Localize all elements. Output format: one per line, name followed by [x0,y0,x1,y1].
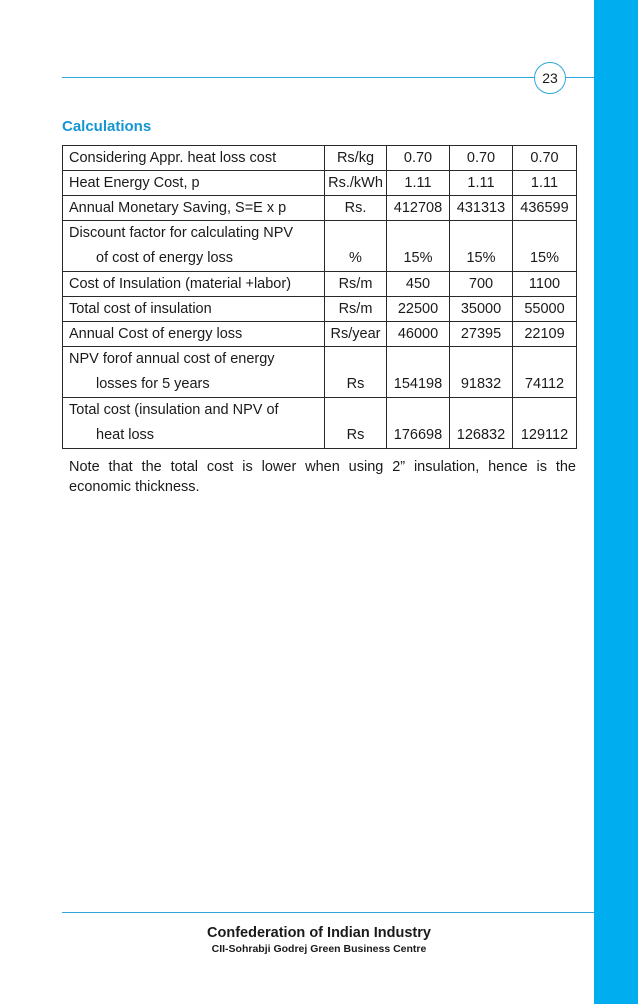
row-description: Total cost of insulation [63,297,325,322]
row-unit: Rs/year [325,322,387,347]
row-description-line: of cost of energy loss [96,250,234,266]
row-value: 129112 [513,398,577,449]
row-description [63,398,325,449]
row-value: 27395 [450,322,513,347]
side-accent-bar [594,0,638,1004]
row-value: 700 [450,272,513,297]
row-value: 22109 [513,322,577,347]
row-description [63,347,325,398]
footer-title: Confederation of Indian Industry [207,925,431,941]
row-unit: Rs. [325,196,387,221]
row-value: 15% [513,221,577,272]
page-number-badge: 23 [534,62,566,94]
row-unit: Rs./kWh [325,171,387,196]
row-unit: Rs [325,347,387,398]
row-value: 436599 [513,196,577,221]
table-row [63,196,577,221]
row-description: Annual Cost of energy loss [63,322,325,347]
row-description-line: NPV forof annual cost of energy [69,351,275,367]
row-value: 431313 [450,196,513,221]
row-value: 154198 [387,347,450,398]
header-rule [62,77,594,78]
row-unit: Rs [325,398,387,449]
note-paragraph: Note that the total cost is lower when using 2” insulation, hence is the economic thickness. [69,459,576,495]
row-description: Considering Appr. heat loss cost [63,146,325,171]
row-value: 0.70 [450,146,513,171]
table-row [63,171,577,196]
row-value: 0.70 [513,146,577,171]
row-value: 35000 [450,297,513,322]
row-value: 0.70 [387,146,450,171]
row-description: Cost of Insulation (material +labor) [63,272,325,297]
row-description: Heat Energy Cost, p [63,171,325,196]
calculations-table [62,145,577,449]
row-description [63,221,325,272]
row-unit: % [325,221,387,272]
row-value: 46000 [387,322,450,347]
row-value: 15% [387,221,450,272]
footer-rule [62,912,594,913]
section-title: Calculations [62,118,152,135]
row-value: 1.11 [513,171,577,196]
row-value: 74112 [513,347,577,398]
row-value: 91832 [450,347,513,398]
row-value: 1.11 [387,171,450,196]
table-row [63,146,577,171]
table-row [63,221,577,272]
row-description-line: heat loss [96,427,155,443]
table-row [63,398,577,449]
row-value: 412708 [387,196,450,221]
footer-subtitle: CII-Sohrabji Godrej Green Business Centre [211,943,427,955]
row-value: 126832 [450,398,513,449]
row-description-line: Total cost (insulation and NPV of [69,402,279,418]
row-value: 176698 [387,398,450,449]
table-row [63,297,577,322]
row-description: Annual Monetary Saving, S=E x p [63,196,325,221]
row-unit: Rs/m [325,272,387,297]
row-value: 22500 [387,297,450,322]
row-unit: Rs/m [325,297,387,322]
row-value: 1100 [513,272,577,297]
row-description-line: Discount factor for calculating NPV [69,225,294,241]
table-row [63,272,577,297]
row-value: 450 [387,272,450,297]
row-value: 1.11 [450,171,513,196]
row-description-line: losses for 5 years [96,376,210,392]
table-row [63,322,577,347]
row-value: 15% [450,221,513,272]
table-row [63,347,577,398]
row-unit: Rs/kg [325,146,387,171]
row-value: 55000 [513,297,577,322]
